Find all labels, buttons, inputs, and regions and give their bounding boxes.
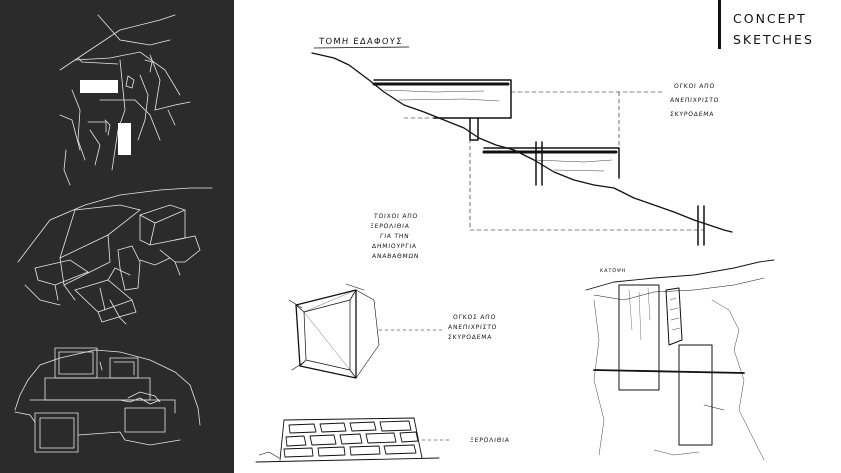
walls-note-line2: ΞΕΡΟΛΙΘΙΑ: [369, 223, 410, 230]
ground-label-underline: [314, 47, 409, 48]
concrete-box-sketch: [289, 284, 444, 378]
elevation-sketch: [15, 348, 200, 452]
drystone-label: ΞΕΡΟΛΙΘΙΑ: [469, 437, 510, 444]
dark-sketch-panel: [0, 0, 234, 473]
concrete-volume-upper: [374, 80, 511, 140]
walls-note-line4: ΔΗΜΙΟΥΡΓΙΑ: [371, 243, 418, 250]
plan-label: ΚΑΤΟΨΗ: [599, 268, 627, 274]
plan-sketch: [586, 260, 774, 460]
walls-note-line1: ΤΟΙΧΟΙ ΑΠΟ: [373, 213, 419, 220]
drystone-wall-sketch: [256, 418, 449, 462]
title-accent-bar: [718, 0, 721, 49]
sketch-sheet: [234, 0, 841, 473]
volume-note-line1: ΟΓΚΟΣ ΑΠΟ: [452, 314, 497, 321]
chalk-sketches: [0, 0, 234, 473]
walls-note-line3: ΓΙΑ ΤΗΝ: [379, 233, 410, 240]
concrete-volume-lower: [484, 142, 704, 245]
volume-note-line3: ΣΚΥΡΟΔΕΜΑ: [447, 334, 493, 341]
ink-sketches: [234, 0, 841, 473]
site-plan-sketch: [60, 15, 190, 185]
title-line-sketches: SKETCHES: [733, 32, 814, 47]
title-block: [718, 0, 841, 50]
volume-note-line2: ΑΝΕΠΙΧΡΙΣΤΟ: [447, 324, 498, 331]
walls-note-line5: ΑΝΑΒΑΘΜΩΝ: [371, 253, 420, 260]
title-line-concept: CONCEPT: [733, 11, 807, 26]
ground-section-label: ΤΟΜΗ ΕΔΑΦΟΥΣ: [318, 37, 404, 47]
concrete-volumes-note-line2: ΑΝΕΠΙΧΡΙΣΤΟ: [669, 97, 720, 104]
concrete-volumes-note-line1: ΟΓΚΟΙ ΑΠΟ: [673, 83, 716, 90]
concrete-volumes-note-line3: ΣΚΥΡΟΔΕΜΑ: [669, 111, 715, 118]
axonometric-sketch: [18, 188, 212, 324]
